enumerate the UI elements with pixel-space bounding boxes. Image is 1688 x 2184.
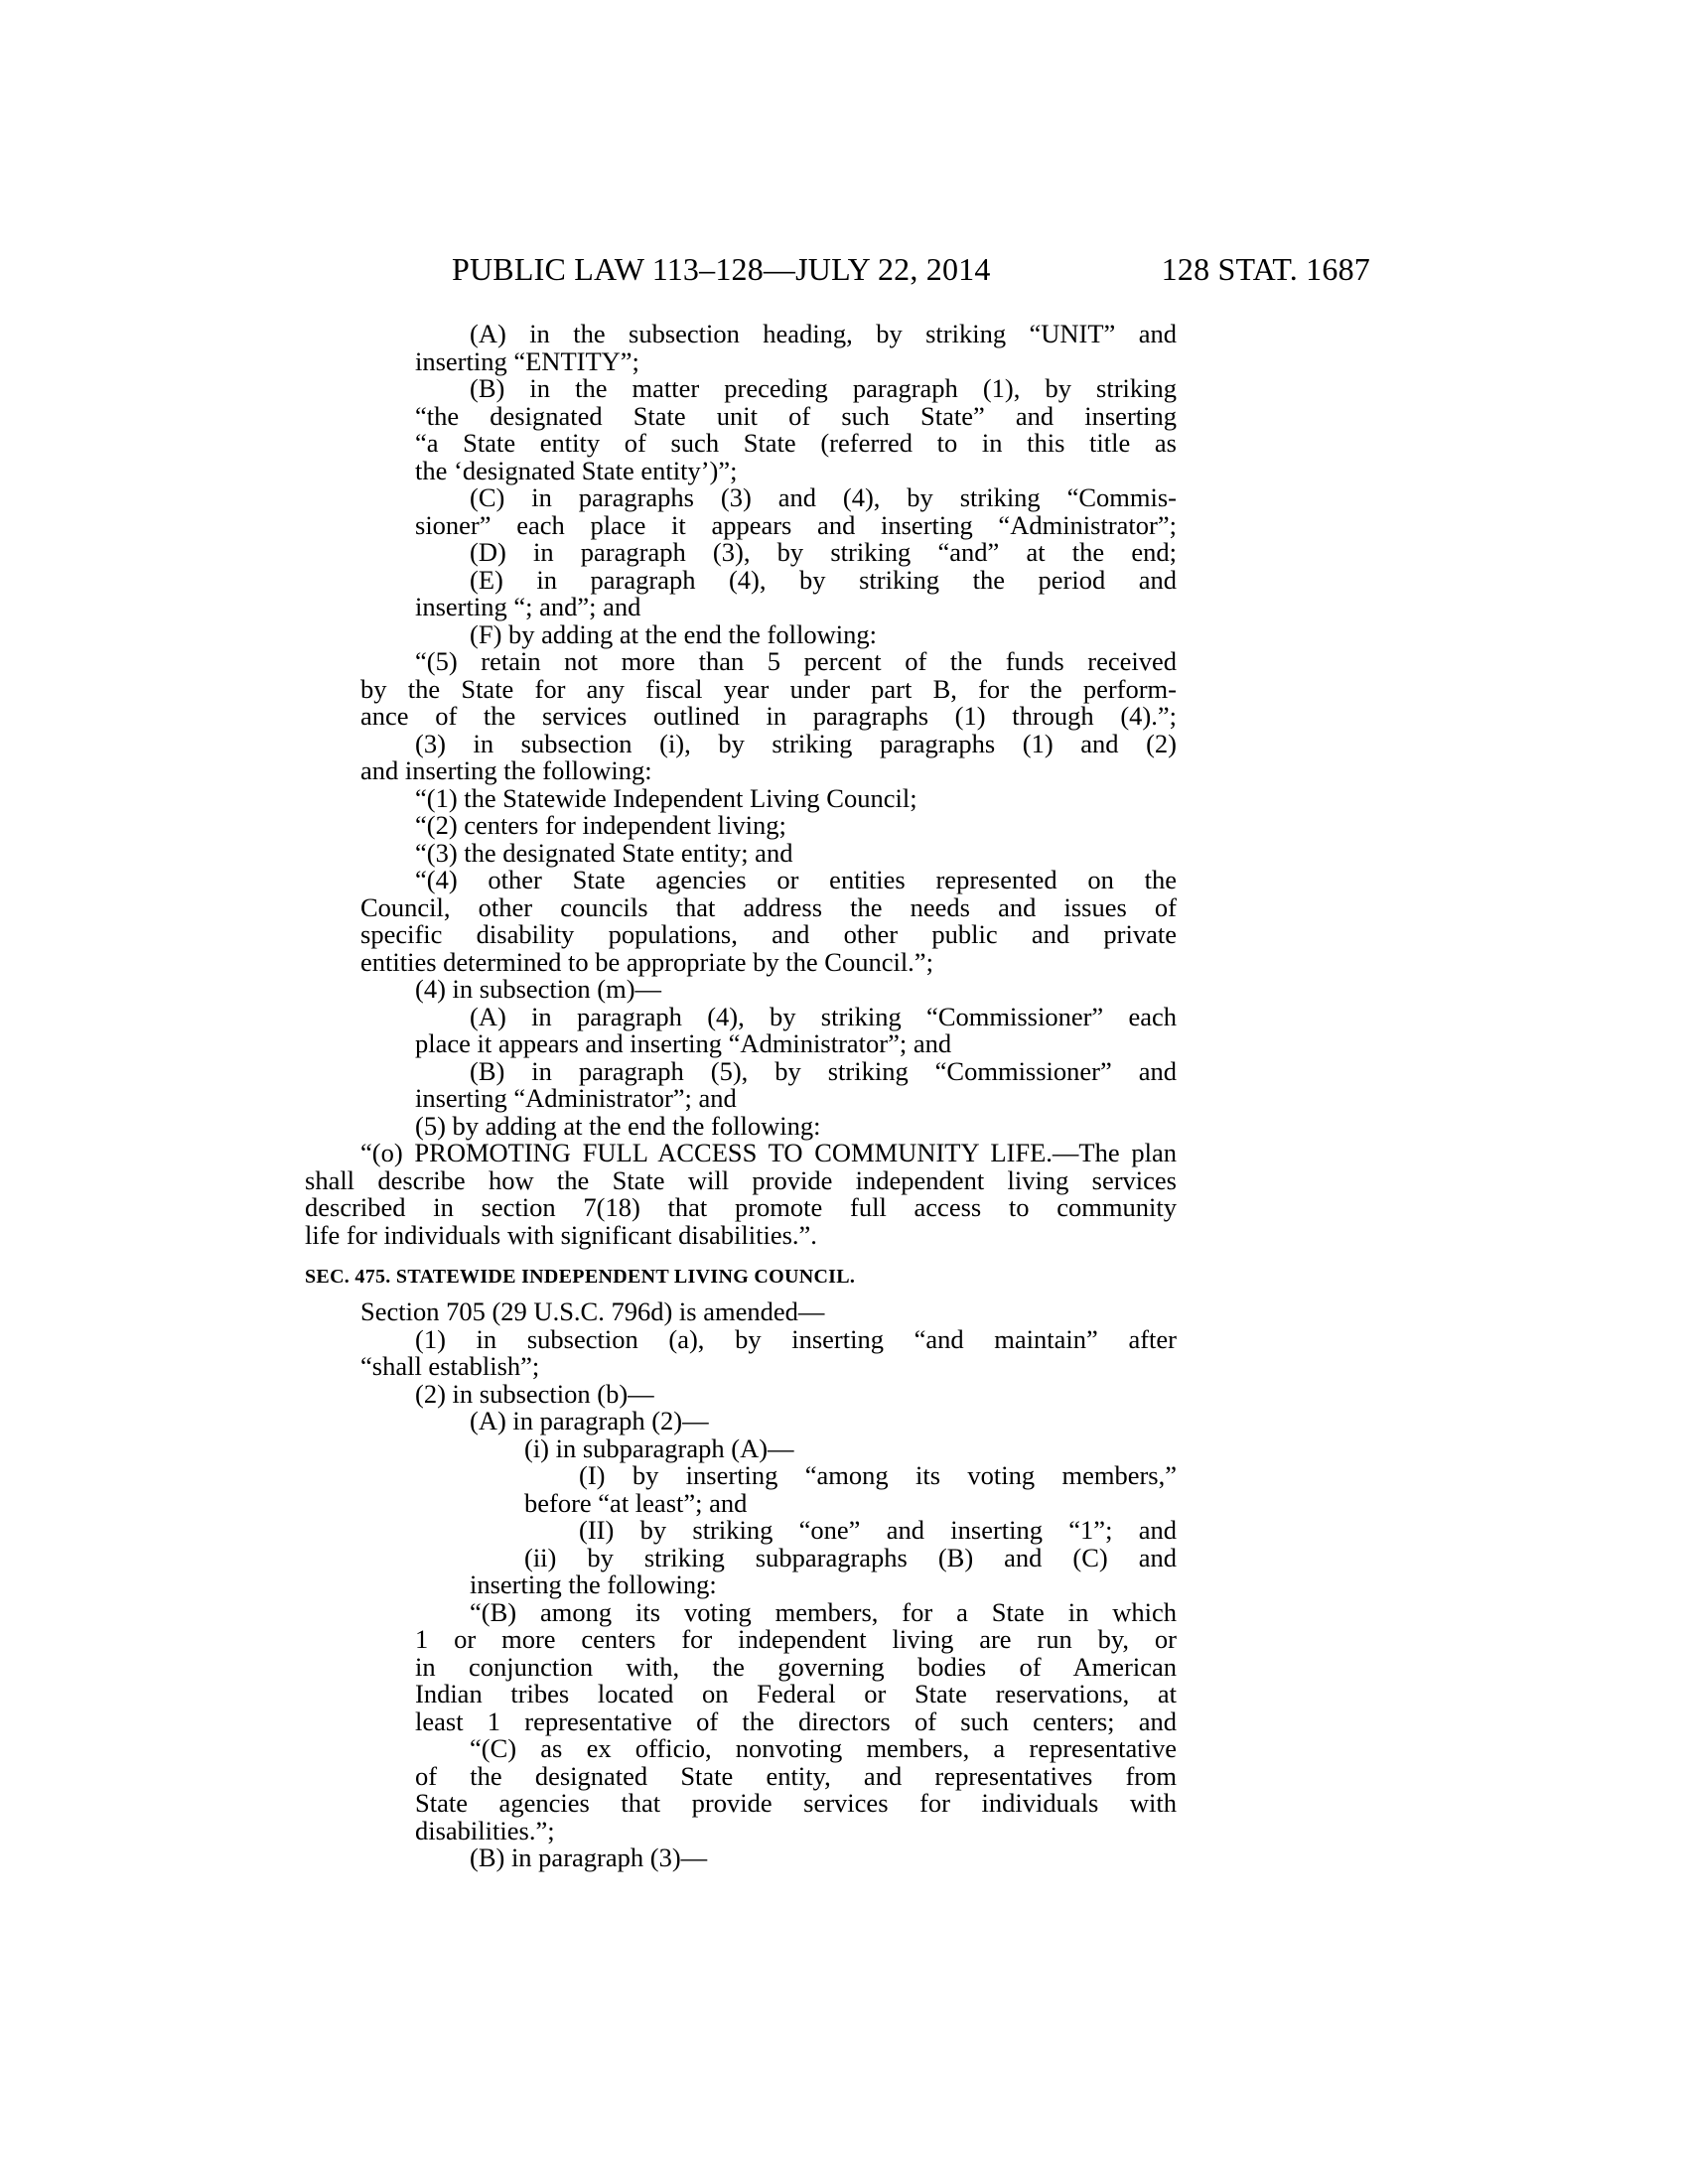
- text-line: “(C) as ex officio, nonvoting members, a representative: [470, 1733, 1177, 1763]
- text-line: disabilities.”;: [415, 1815, 555, 1845]
- text-line: (C) in paragraphs (3) and (4), by striking “Commis-: [470, 482, 1177, 512]
- section-heading: SEC. 475. STATEWIDE INDEPENDENT LIVING COUNCIL.: [305, 1266, 856, 1288]
- text-line: Council, other councils that address the needs and issues of: [360, 891, 1177, 922]
- text-line: Indian tribes located on Federal or State reservations, at: [415, 1679, 1177, 1708]
- text-line: (I) by inserting “among its voting members,”: [579, 1460, 1177, 1490]
- text-line: (ii) by striking subparagraphs (B) and (C) and: [524, 1542, 1177, 1572]
- text-line: (3) in subsection (i), by striking paragraphs (1) and (2): [415, 728, 1177, 758]
- text-line: (i) in subparagraph (A)—: [524, 1433, 794, 1463]
- text-line: inserting “ENTITY”;: [415, 345, 639, 376]
- text-line: (E) in paragraph (4), by striking the period and: [470, 564, 1177, 595]
- text-line: “(B) among its voting members, for a State in which: [470, 1596, 1177, 1627]
- text-line: (II) by striking “one” and inserting “1”; and: [579, 1515, 1177, 1545]
- text-line: of the designated State entity, and representatives from: [415, 1760, 1177, 1791]
- text-line: (4) in subsection (m)—: [415, 974, 662, 1004]
- text-line: specific disability populations, and other public and private: [360, 919, 1177, 949]
- text-line: in conjunction with, the governing bodies of American: [415, 1651, 1177, 1682]
- text-line: the ‘designated State entity’)”;: [415, 455, 738, 485]
- text-line: “(o) PROMOTING FULL ACCESS TO COMMUNITY LIFE.—The plan: [360, 1138, 1177, 1167]
- text-line: entities determined to be appropriate by the Council.”;: [360, 946, 933, 977]
- text-line: described in section 7(18) that promote full access to community: [305, 1192, 1177, 1222]
- text-line: (B) in paragraph (5), by striking “Commissioner” and: [470, 1055, 1177, 1086]
- header-stat-page: 128 STAT. 1687: [1161, 251, 1370, 287]
- text-line: before “at least”; and: [524, 1487, 748, 1518]
- text-line: “(3) the designated State entity; and: [415, 837, 793, 868]
- text-line: (F) by adding at the end the following:: [470, 618, 877, 649]
- page-header: [452, 251, 1370, 291]
- text-line: (B) in paragraph (3)—: [470, 1843, 708, 1872]
- text-line: 1 or more centers for independent living are run by, or: [415, 1624, 1177, 1654]
- text-line: inserting the following:: [470, 1570, 717, 1599]
- text-line: (A) in paragraph (2)—: [470, 1406, 709, 1435]
- text-line: “(1) the Statewide Independent Living Council;: [415, 782, 917, 813]
- text-line: “shall establish”;: [360, 1351, 540, 1381]
- text-line: least 1 representative of the directors of such centers; and: [415, 1706, 1177, 1736]
- text-line: (2) in subsection (b)—: [415, 1378, 654, 1409]
- text-line: place it appears and inserting “Administrator”; and: [415, 1028, 952, 1058]
- text-line: State agencies that provide services for individuals with: [415, 1788, 1177, 1818]
- text-line: life for individuals with significant disabilities.”.: [305, 1219, 817, 1250]
- text-line: “(2) centers for independent living;: [415, 810, 786, 840]
- text-line: (1) in subsection (a), by inserting “and maintain” after: [415, 1323, 1177, 1354]
- text-line: and inserting the following:: [360, 755, 652, 785]
- text-line: (A) in paragraph (4), by striking “Commissioner” each: [470, 1001, 1177, 1031]
- text-line: “a State entity of such State (referred to in this title as: [415, 428, 1177, 458]
- text-line: shall describe how the State will provide independent living services: [305, 1164, 1177, 1195]
- text-line: “the designated State unit of such State” and inserting: [415, 400, 1177, 431]
- text-line: “(5) retain not more than 5 percent of the funds received: [415, 646, 1177, 676]
- text-line: (A) in the subsection heading, by striking “UNIT” and: [470, 319, 1177, 348]
- text-line: (5) by adding at the end the following:: [415, 1110, 821, 1141]
- text-line: (B) in the matter preceding paragraph (1), by striking: [470, 373, 1177, 403]
- text-line: inserting “; and”; and: [415, 592, 641, 621]
- text-line: (D) in paragraph (3), by striking “and” at the end;: [470, 537, 1177, 567]
- text-line: “(4) other State agencies or entities represented on the: [415, 865, 1177, 894]
- text-line: Section 705 (29 U.S.C. 796d) is amended—: [360, 1297, 825, 1326]
- text-line: by the State for any fiscal year under part B, for the perform-: [360, 673, 1177, 704]
- text-line: ance of the services outlined in paragraphs (1) through (4).”;: [360, 701, 1177, 731]
- text-line: sioner” each place it appears and inserting “Administrator”;: [415, 509, 1177, 540]
- text-line: inserting “Administrator”; and: [415, 1083, 737, 1113]
- header-title: PUBLIC LAW 113–128—JULY 22, 2014: [452, 251, 991, 287]
